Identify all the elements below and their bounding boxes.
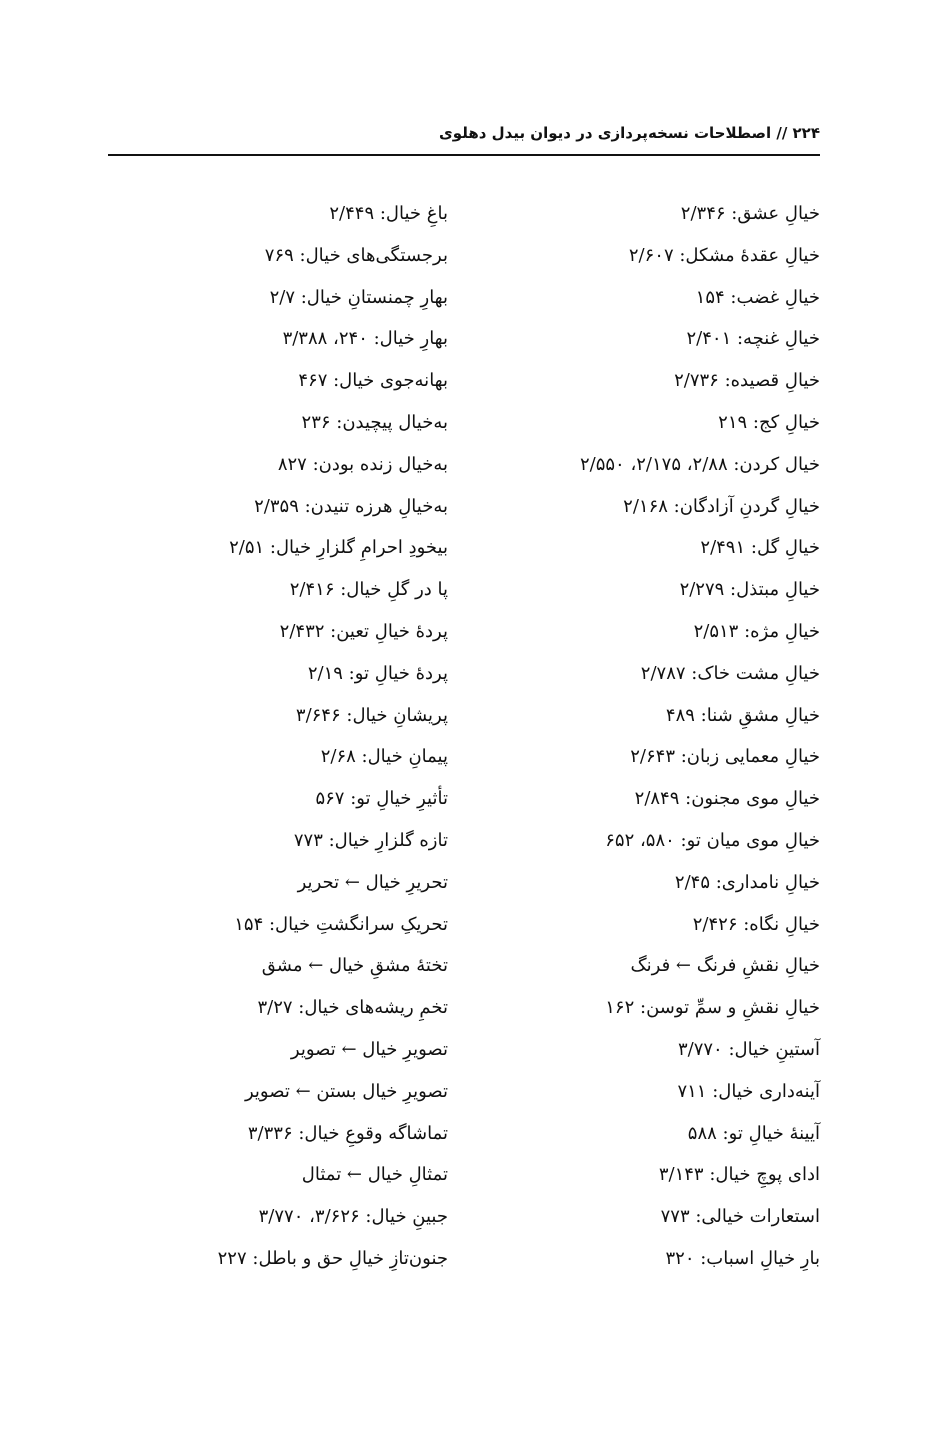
index-entry: تازه گلزارِ خیال: ۷۷۳ bbox=[293, 829, 448, 851]
index-entry: خیالِ مبتذل: ۲/۲۷۹ bbox=[679, 579, 820, 601]
running-header bbox=[108, 118, 820, 156]
index-entry: آستینِ خیال: ۳/۷۷۰ bbox=[677, 1038, 820, 1060]
index-entry: خیالِ موی مجنون: ۲/۸۴۹ bbox=[634, 788, 820, 810]
index-entry: جبینِ خیال: ۳/۶۲۶، ۳/۷۷۰ bbox=[258, 1206, 448, 1228]
index-column-left bbox=[148, 193, 448, 1280]
index-entry: باغِ خیال: ۲/۴۴۹ bbox=[329, 203, 448, 224]
index-entry: تحریکِ سرانگشتِ خیال: ۱۵۴ bbox=[234, 913, 448, 935]
index-entry: پا در گلِ خیال: ۲/۴۱۶ bbox=[289, 579, 448, 601]
index-entry: تصویرِ خیال بستن ← تصویر bbox=[244, 1080, 448, 1102]
index-entry: خیالِ عشق: ۲/۳۴۶ bbox=[680, 203, 820, 224]
index-entry: خیالِ نگاه: ۲/۴۲۶ bbox=[692, 913, 820, 935]
index-entry: به‌خیال پیچیدن: ۲۳۶ bbox=[301, 411, 448, 433]
index-entry: خیالِ غنچه: ۲/۴۰۱ bbox=[686, 328, 820, 350]
index-entry: خیالِ مشقِ شنا: ۴۸۹ bbox=[665, 704, 820, 726]
index-entry: آیینهٔ خیالِ تو: ۵۸۸ bbox=[687, 1122, 820, 1144]
index-entry: ادای پوچِ خیال: ۳/۱۴۳ bbox=[658, 1164, 820, 1186]
index-entry: جنون‌تازِ خیالِ حق و باطل: ۲۲۷ bbox=[217, 1247, 448, 1269]
index-entry: خیالِ نامداری: ۲/۴۵ bbox=[674, 871, 820, 893]
index-entry: خیالِ نقشِ و سمِّ توسن: ۱۶۲ bbox=[605, 997, 820, 1019]
index-entry: پریشانِ خیال: ۳/۶۴۶ bbox=[295, 704, 448, 726]
index-entry: خیالِ گل: ۲/۴۹۱ bbox=[700, 537, 820, 559]
index-entry: تختهٔ مشقِ خیال ← مشق bbox=[261, 955, 448, 977]
index-entry: تماشاگه وقوعِ خیال: ۳/۳۳۶ bbox=[247, 1122, 448, 1144]
index-column-right bbox=[520, 193, 820, 1280]
index-entry: خیالِ غضب: ۱۵۴ bbox=[695, 286, 820, 308]
index-entry: خیالِ معمایی زبان: ۲/۶۴۳ bbox=[630, 746, 820, 768]
index-entry: تخمِ ریشه‌های خیال: ۳/۲۷ bbox=[257, 997, 448, 1019]
index-entry: بیخودِ احرامِ گلزارِ خیال: ۲/۵۱ bbox=[229, 537, 448, 559]
index-entry: خیال کردن: ۲/۸۸، ۲/۱۷۵، ۲/۵۵۰ bbox=[579, 453, 820, 475]
index-entry: به‌خیال زنده بودن: ۸۲۷ bbox=[277, 453, 448, 475]
index-entry: خیالِ عقدهٔ مشکل: ۲/۶۰۷ bbox=[628, 244, 820, 266]
index-entry: آینه‌داری خیال: ۷۱۱ bbox=[677, 1080, 820, 1102]
header-rule bbox=[108, 154, 820, 156]
index-entry: خیالِ قصیده: ۲/۷۳۶ bbox=[674, 370, 820, 392]
index-entry: تصویرِ خیال ← تصویر bbox=[290, 1038, 448, 1060]
index-entry: برجستگی‌های خیال: ۷۶۹ bbox=[264, 244, 448, 266]
index-entry: بارِ خیالِ اسباب: ۳۲۰ bbox=[665, 1247, 820, 1269]
index-entry: خیالِ کج: ۲۱۹ bbox=[718, 411, 820, 433]
index-entry: استعارات خیالی: ۷۷۳ bbox=[660, 1206, 820, 1228]
index-entry: تحریرِ خیال ← تحریر bbox=[297, 871, 448, 893]
index-entry: به‌خیالِ هرزه تنیدن: ۲/۳۵۹ bbox=[254, 495, 448, 517]
index-entry: خیالِ گردنِ آزادگان: ۲/۱۶۸ bbox=[623, 495, 820, 517]
index-entry: بهانه‌جوی خیال: ۴۶۷ bbox=[298, 370, 448, 392]
index-entry: خیالِ مژه: ۲/۵۱۳ bbox=[693, 620, 820, 642]
index-entry: بهارِ خیال: ۲۴۰، ۳/۳۸۸ bbox=[282, 328, 448, 350]
index-entry: تمثالِ خیال ← تمثال bbox=[301, 1164, 448, 1186]
index-entry: پردهٔ خیالِ تعین: ۲/۴۳۲ bbox=[279, 620, 448, 642]
index-entry: تأثیرِ خیالِ تو: ۵۶۷ bbox=[315, 788, 448, 810]
index-entry: خیالِ موی میان تو: ۵۸۰، ۶۵۲ bbox=[605, 829, 820, 851]
index-entry: خیالِ نقشِ فرنگ ← فرنگ bbox=[630, 955, 820, 977]
index-entry: پیمانِ خیال: ۲/۶۸ bbox=[320, 746, 448, 768]
index-entry: خیالِ مشت خاک: ۲/۷۸۷ bbox=[640, 662, 820, 684]
index-entry: پردهٔ خیالِ تو: ۲/۱۹ bbox=[307, 662, 448, 684]
index-entry: بهارِ چمنستانِ خیال: ۲/۷ bbox=[269, 286, 448, 308]
header-title: ۲۲۴ // اصطلاحات نسخه‌پردازی در دیوان بیدل دهلوی bbox=[439, 124, 820, 142]
